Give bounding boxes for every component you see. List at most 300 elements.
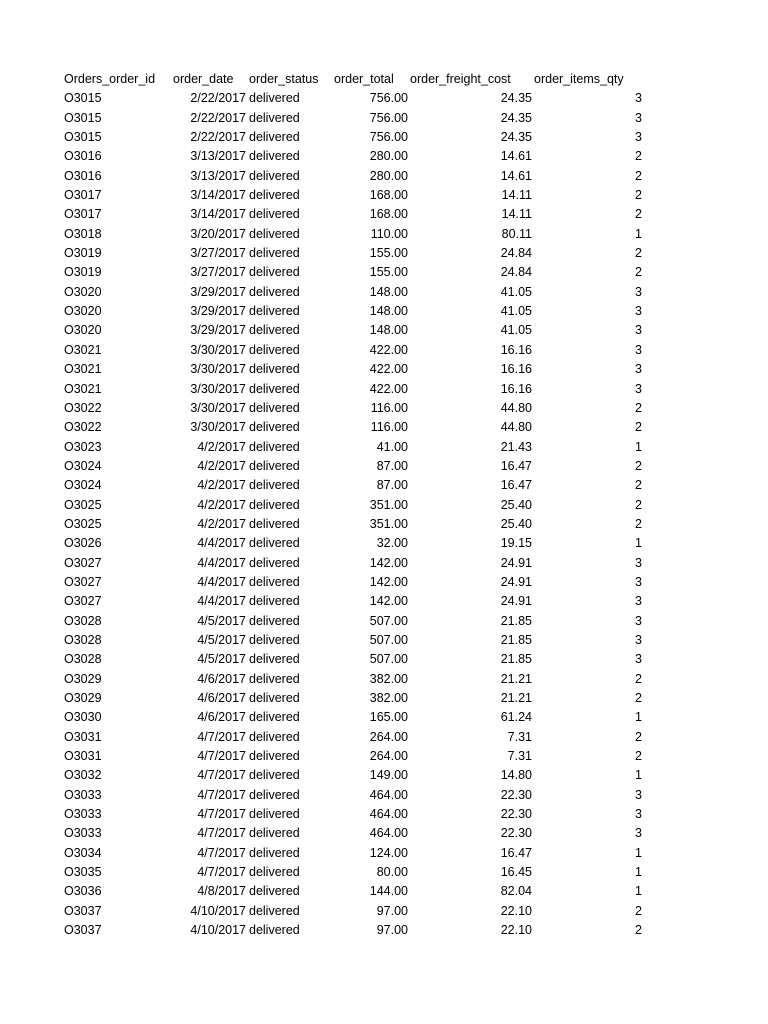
cell-order-total: 116.00 — [370, 420, 408, 435]
cell-order-date: 4/2/2017 — [197, 439, 246, 454]
cell-order-id: O3020 — [64, 284, 102, 299]
cell-order-id: O3032 — [64, 768, 102, 783]
cell-order-date: 3/29/2017 — [190, 284, 246, 299]
cell-order-total: 41.00 — [376, 439, 408, 454]
header-order-items-qty: order_items_qty — [534, 72, 624, 86]
cell-order-date: 4/7/2017 — [197, 826, 246, 841]
cell-order-freight-cost: 21.85 — [500, 632, 532, 647]
table-row — [64, 554, 664, 573]
cell-order-freight-cost: 22.30 — [500, 787, 532, 802]
cell-order-date: 4/5/2017 — [197, 613, 246, 628]
table-row — [64, 650, 664, 669]
cell-order-status: delivered — [249, 439, 300, 454]
cell-order-total: 422.00 — [369, 381, 408, 396]
cell-order-date: 3/27/2017 — [190, 265, 246, 280]
cell-order-date: 3/20/2017 — [190, 226, 246, 241]
cell-order-freight-cost: 22.10 — [500, 923, 532, 938]
table-row — [64, 263, 664, 282]
cell-order-date: 3/30/2017 — [190, 420, 246, 435]
cell-order-status: delivered — [249, 768, 300, 783]
cell-order-status: delivered — [249, 362, 300, 377]
cell-order-id: O3033 — [64, 826, 102, 841]
table-row — [64, 225, 664, 244]
cell-order-total: 116.00 — [370, 400, 408, 415]
table-row — [64, 360, 664, 379]
cell-order-status: delivered — [249, 613, 300, 628]
header-order-freight-cost: order_freight_cost — [410, 72, 511, 86]
cell-order-date: 4/10/2017 — [190, 923, 246, 938]
cell-order-id: O3021 — [64, 381, 102, 396]
cell-order-date: 3/14/2017 — [190, 188, 246, 203]
cell-order-date: 4/2/2017 — [197, 516, 246, 531]
cell-order-id: O3025 — [64, 516, 102, 531]
cell-order-items-qty: 3 — [635, 110, 642, 125]
cell-order-id: O3027 — [64, 555, 102, 570]
table-row — [64, 321, 664, 340]
cell-order-total: 507.00 — [369, 652, 408, 667]
cell-order-freight-cost: 21.85 — [500, 613, 532, 628]
cell-order-total: 422.00 — [369, 362, 408, 377]
cell-order-freight-cost: 24.84 — [500, 265, 532, 280]
cell-order-total: 464.00 — [369, 787, 408, 802]
cell-order-items-qty: 1 — [635, 884, 642, 899]
table-row — [64, 805, 664, 824]
table-row — [64, 302, 664, 321]
cell-order-freight-cost: 16.47 — [500, 458, 532, 473]
cell-order-date: 3/27/2017 — [190, 246, 246, 261]
cell-order-items-qty: 2 — [635, 516, 642, 531]
table-row — [64, 341, 664, 360]
cell-order-total: 155.00 — [369, 265, 408, 280]
cell-order-status: delivered — [249, 246, 300, 261]
cell-order-status: delivered — [249, 284, 300, 299]
cell-order-total: 382.00 — [369, 691, 408, 705]
cell-order-total: 756.00 — [369, 130, 408, 145]
cell-order-freight-cost: 24.91 — [500, 574, 532, 589]
cell-order-items-qty: 2 — [635, 400, 642, 415]
cell-order-freight-cost: 24.91 — [500, 594, 532, 609]
cell-order-date: 3/29/2017 — [190, 323, 246, 338]
cell-order-date: 3/29/2017 — [190, 304, 246, 319]
cell-order-status: delivered — [249, 342, 300, 357]
table-body — [64, 89, 664, 940]
cell-order-id: O3020 — [64, 304, 102, 319]
cell-order-date: 4/4/2017 — [197, 574, 246, 589]
cell-order-date: 4/6/2017 — [197, 691, 246, 705]
cell-order-freight-cost: 16.16 — [500, 381, 532, 396]
cell-order-freight-cost: 24.35 — [500, 91, 532, 106]
cell-order-status: delivered — [249, 381, 300, 396]
cell-order-date: 4/6/2017 — [197, 671, 246, 686]
cell-order-total: 382.00 — [369, 671, 408, 686]
cell-order-date: 4/6/2017 — [197, 710, 246, 725]
cell-order-items-qty: 3 — [635, 826, 642, 841]
cell-order-total: 280.00 — [369, 149, 408, 164]
cell-order-id: O3019 — [64, 265, 102, 280]
cell-order-id: O3037 — [64, 923, 102, 938]
cell-order-status: delivered — [249, 749, 300, 764]
cell-order-freight-cost: 25.40 — [500, 497, 532, 512]
cell-order-freight-cost: 24.35 — [500, 110, 532, 125]
cell-order-total: 148.00 — [369, 284, 408, 299]
cell-order-status: delivered — [249, 787, 300, 802]
cell-order-id: O3015 — [64, 130, 102, 145]
cell-order-id: O3028 — [64, 613, 102, 628]
cell-order-status: delivered — [249, 729, 300, 744]
cell-order-items-qty: 2 — [635, 246, 642, 261]
cell-order-total: 148.00 — [369, 304, 408, 319]
header-order-id: Orders_order_id — [64, 72, 156, 86]
cell-order-freight-cost: 16.47 — [500, 478, 532, 493]
cell-order-total: 264.00 — [369, 749, 408, 764]
cell-order-id: O3028 — [64, 652, 102, 667]
cell-order-status: delivered — [249, 536, 300, 551]
cell-order-status: delivered — [249, 323, 300, 338]
header-row — [64, 70, 664, 89]
cell-order-freight-cost: 44.80 — [500, 400, 532, 415]
table-row — [64, 496, 664, 515]
cell-order-status: delivered — [249, 671, 300, 686]
cell-order-id: O3027 — [64, 574, 102, 589]
cell-order-freight-cost: 14.61 — [500, 168, 532, 183]
cell-order-freight-cost: 14.61 — [500, 149, 532, 164]
cell-order-items-qty: 2 — [635, 749, 642, 764]
table-row — [64, 128, 664, 147]
cell-order-date: 4/2/2017 — [197, 497, 246, 512]
cell-order-total: 87.00 — [376, 458, 408, 473]
header-order-date: order_date — [173, 72, 234, 86]
table-row — [64, 476, 664, 495]
cell-order-items-qty: 3 — [635, 284, 642, 299]
cell-order-items-qty: 1 — [635, 845, 642, 860]
cell-order-items-qty: 2 — [635, 903, 642, 918]
cell-order-total: 464.00 — [369, 826, 408, 841]
cell-order-id: O3016 — [64, 149, 102, 164]
table-row — [64, 186, 664, 205]
cell-order-items-qty: 2 — [635, 149, 642, 164]
cell-order-status: delivered — [249, 110, 300, 125]
cell-order-id: O3035 — [64, 865, 102, 880]
cell-order-id: O3022 — [64, 420, 102, 435]
cell-order-freight-cost: 24.84 — [500, 246, 532, 261]
cell-order-status: delivered — [249, 710, 300, 725]
table-row — [64, 89, 664, 108]
cell-order-freight-cost: 21.21 — [500, 691, 532, 705]
cell-order-total: 144.00 — [369, 884, 408, 899]
table-row — [64, 921, 664, 940]
cell-order-freight-cost: 16.45 — [500, 865, 532, 880]
table-row — [64, 515, 664, 534]
table-row — [64, 863, 664, 882]
cell-order-id: O3033 — [64, 787, 102, 802]
table-row — [64, 747, 664, 766]
cell-order-date: 4/4/2017 — [197, 594, 246, 609]
cell-order-total: 87.00 — [376, 478, 408, 493]
cell-order-date: 4/5/2017 — [197, 652, 246, 667]
cell-order-date: 3/30/2017 — [190, 400, 246, 415]
cell-order-date: 3/13/2017 — [190, 149, 246, 164]
cell-order-status: delivered — [249, 923, 300, 938]
cell-order-items-qty: 3 — [635, 594, 642, 609]
cell-order-total: 351.00 — [369, 497, 408, 512]
table-row — [64, 418, 664, 437]
cell-order-freight-cost: 21.85 — [500, 652, 532, 667]
cell-order-status: delivered — [249, 497, 300, 512]
cell-order-status: delivered — [249, 188, 300, 203]
cell-order-total: 464.00 — [369, 807, 408, 822]
cell-order-freight-cost: 22.10 — [500, 903, 532, 918]
table-row — [64, 283, 664, 302]
table-row — [64, 167, 664, 186]
cell-order-status: delivered — [249, 400, 300, 415]
cell-order-id: O3015 — [64, 110, 102, 125]
cell-order-freight-cost: 24.35 — [500, 130, 532, 145]
cell-order-items-qty: 2 — [635, 671, 642, 686]
cell-order-items-qty: 2 — [635, 168, 642, 183]
cell-order-date: 2/22/2017 — [190, 91, 246, 106]
cell-order-freight-cost: 24.91 — [500, 555, 532, 570]
cell-order-date: 3/13/2017 — [190, 168, 246, 183]
cell-order-freight-cost: 41.05 — [500, 304, 532, 319]
cell-order-total: 155.00 — [369, 246, 408, 261]
cell-order-freight-cost: 16.16 — [500, 342, 532, 357]
cell-order-freight-cost: 19.15 — [500, 536, 532, 551]
table-row — [64, 573, 664, 592]
cell-order-freight-cost: 14.11 — [501, 207, 532, 222]
cell-order-items-qty: 3 — [635, 323, 642, 338]
cell-order-items-qty: 3 — [635, 574, 642, 589]
cell-order-items-qty: 1 — [635, 710, 642, 725]
cell-order-items-qty: 2 — [635, 420, 642, 435]
cell-order-id: O3016 — [64, 168, 102, 183]
cell-order-id: O3022 — [64, 400, 102, 415]
cell-order-freight-cost: 16.47 — [500, 845, 532, 860]
cell-order-items-qty: 1 — [635, 226, 642, 241]
cell-order-items-qty: 2 — [635, 478, 642, 493]
cell-order-status: delivered — [249, 555, 300, 570]
table-row — [64, 708, 664, 727]
cell-order-id: O3024 — [64, 478, 102, 493]
cell-order-id: O3036 — [64, 884, 102, 899]
cell-order-total: 80.00 — [376, 865, 408, 880]
cell-order-date: 3/30/2017 — [190, 342, 246, 357]
cell-order-items-qty: 1 — [635, 865, 642, 880]
cell-order-status: delivered — [249, 207, 300, 222]
cell-order-total: 168.00 — [369, 188, 408, 203]
header-order-total: order_total — [334, 72, 394, 86]
cell-order-date: 2/22/2017 — [190, 130, 246, 145]
cell-order-id: O3018 — [64, 226, 102, 241]
table-row — [64, 147, 664, 166]
cell-order-id: O3025 — [64, 497, 102, 512]
cell-order-status: delivered — [249, 265, 300, 280]
cell-order-total: 422.00 — [369, 342, 408, 357]
cell-order-id: O3020 — [64, 323, 102, 338]
cell-order-id: O3015 — [64, 91, 102, 106]
cell-order-date: 4/10/2017 — [190, 903, 246, 918]
cell-order-date: 2/22/2017 — [190, 110, 246, 125]
table-row — [64, 670, 664, 689]
cell-order-freight-cost: 41.05 — [500, 284, 532, 299]
cell-order-items-qty: 3 — [635, 362, 642, 377]
orders-table — [64, 70, 664, 940]
cell-order-status: delivered — [249, 226, 300, 241]
cell-order-id: O3026 — [64, 536, 102, 551]
cell-order-status: delivered — [249, 884, 300, 899]
cell-order-total: 507.00 — [369, 632, 408, 647]
cell-order-id: O3033 — [64, 807, 102, 822]
cell-order-items-qty: 2 — [635, 691, 642, 705]
cell-order-status: delivered — [249, 807, 300, 822]
cell-order-total: 97.00 — [376, 903, 408, 918]
cell-order-status: delivered — [249, 652, 300, 667]
cell-order-total: 264.00 — [369, 729, 408, 744]
cell-order-total: 280.00 — [369, 168, 408, 183]
cell-order-date: 4/7/2017 — [197, 749, 246, 764]
table-row — [64, 631, 664, 650]
cell-order-status: delivered — [249, 420, 300, 435]
cell-order-total: 32.00 — [376, 536, 408, 551]
cell-order-items-qty: 3 — [635, 555, 642, 570]
cell-order-date: 4/5/2017 — [197, 632, 246, 647]
cell-order-date: 3/30/2017 — [190, 362, 246, 377]
cell-order-status: delivered — [249, 516, 300, 531]
table-row — [64, 244, 664, 263]
cell-order-total: 142.00 — [369, 574, 408, 589]
cell-order-items-qty: 1 — [635, 768, 642, 783]
table-row — [64, 824, 664, 843]
cell-order-total: 148.00 — [369, 323, 408, 338]
cell-order-freight-cost: 41.05 — [500, 323, 532, 338]
cell-order-total: 142.00 — [369, 594, 408, 609]
cell-order-date: 4/7/2017 — [197, 865, 246, 880]
cell-order-date: 3/30/2017 — [190, 381, 246, 396]
table-row — [64, 592, 664, 611]
table-row — [64, 438, 664, 457]
cell-order-status: delivered — [249, 903, 300, 918]
cell-order-status: delivered — [249, 845, 300, 860]
cell-order-id: O3023 — [64, 439, 102, 454]
cell-order-items-qty: 3 — [635, 130, 642, 145]
table-row — [64, 882, 664, 901]
table-row — [64, 844, 664, 863]
cell-order-total: 165.00 — [369, 710, 408, 725]
cell-order-total: 110.00 — [370, 226, 408, 241]
cell-order-total: 149.00 — [369, 768, 408, 783]
cell-order-freight-cost: 22.30 — [500, 826, 532, 841]
table-row — [64, 380, 664, 399]
cell-order-freight-cost: 21.21 — [500, 671, 532, 686]
cell-order-id: O3019 — [64, 246, 102, 261]
table-row — [64, 689, 664, 708]
cell-order-items-qty: 2 — [635, 497, 642, 512]
cell-order-total: 124.00 — [369, 845, 408, 860]
table-row — [64, 612, 664, 631]
cell-order-id: O3027 — [64, 594, 102, 609]
cell-order-status: delivered — [249, 458, 300, 473]
table-row — [64, 457, 664, 476]
cell-order-items-qty: 2 — [635, 729, 642, 744]
cell-order-id: O3034 — [64, 845, 102, 860]
cell-order-status: delivered — [249, 130, 300, 145]
cell-order-total: 756.00 — [369, 91, 408, 106]
cell-order-items-qty: 1 — [635, 439, 642, 454]
cell-order-items-qty: 3 — [635, 91, 642, 106]
cell-order-freight-cost: 25.40 — [500, 516, 532, 531]
cell-order-date: 4/2/2017 — [197, 458, 246, 473]
table-row — [64, 786, 664, 805]
cell-order-freight-cost: 21.43 — [500, 439, 532, 454]
cell-order-freight-cost: 22.30 — [500, 807, 532, 822]
cell-order-id: O3030 — [64, 710, 102, 725]
cell-order-freight-cost: 82.04 — [500, 884, 532, 899]
cell-order-id: O3031 — [64, 729, 102, 744]
cell-order-id: O3037 — [64, 903, 102, 918]
table-row — [64, 205, 664, 224]
cell-order-freight-cost: 16.16 — [500, 362, 532, 377]
cell-order-total: 142.00 — [369, 555, 408, 570]
cell-order-id: O3021 — [64, 342, 102, 357]
header-order-status: order_status — [249, 72, 319, 86]
cell-order-date: 4/4/2017 — [197, 536, 246, 551]
cell-order-status: delivered — [249, 632, 300, 647]
cell-order-items-qty: 3 — [635, 787, 642, 802]
cell-order-freight-cost: 80.11 — [501, 226, 532, 241]
cell-order-date: 4/7/2017 — [197, 787, 246, 802]
cell-order-status: delivered — [249, 826, 300, 841]
cell-order-items-qty: 3 — [635, 632, 642, 647]
cell-order-items-qty: 2 — [635, 207, 642, 222]
cell-order-freight-cost: 7.31 — [507, 729, 532, 744]
cell-order-date: 4/8/2017 — [197, 884, 246, 899]
cell-order-freight-cost: 14.80 — [500, 768, 532, 783]
cell-order-items-qty: 3 — [635, 807, 642, 822]
cell-order-items-qty: 3 — [635, 342, 642, 357]
table-row — [64, 902, 664, 921]
cell-order-id: O3024 — [64, 458, 102, 473]
cell-order-status: delivered — [249, 865, 300, 880]
cell-order-status: delivered — [249, 168, 300, 183]
cell-order-id: O3021 — [64, 362, 102, 377]
cell-order-date: 4/7/2017 — [197, 845, 246, 860]
cell-order-id: O3017 — [64, 188, 102, 203]
cell-order-total: 756.00 — [369, 110, 408, 125]
cell-order-id: O3029 — [64, 671, 102, 686]
cell-order-id: O3028 — [64, 632, 102, 647]
cell-order-id: O3017 — [64, 207, 102, 222]
cell-order-date: 4/4/2017 — [197, 555, 246, 570]
cell-order-total: 507.00 — [369, 613, 408, 628]
cell-order-date: 4/7/2017 — [197, 807, 246, 822]
cell-order-freight-cost: 14.11 — [501, 188, 532, 203]
cell-order-date: 4/7/2017 — [197, 768, 246, 783]
cell-order-items-qty: 3 — [635, 381, 642, 396]
cell-order-items-qty: 2 — [635, 265, 642, 280]
cell-order-items-qty: 3 — [635, 304, 642, 319]
cell-order-freight-cost: 61.24 — [500, 710, 532, 725]
cell-order-status: delivered — [249, 304, 300, 319]
cell-order-items-qty: 2 — [635, 188, 642, 203]
cell-order-freight-cost: 7.31 — [507, 749, 532, 764]
cell-order-items-qty: 2 — [635, 923, 642, 938]
cell-order-total: 351.00 — [369, 516, 408, 531]
cell-order-total: 97.00 — [376, 923, 408, 938]
cell-order-items-qty: 1 — [635, 536, 642, 551]
cell-order-freight-cost: 44.80 — [500, 420, 532, 435]
cell-order-items-qty: 3 — [635, 652, 642, 667]
cell-order-id: O3029 — [64, 691, 102, 705]
cell-order-date: 3/14/2017 — [190, 207, 246, 222]
